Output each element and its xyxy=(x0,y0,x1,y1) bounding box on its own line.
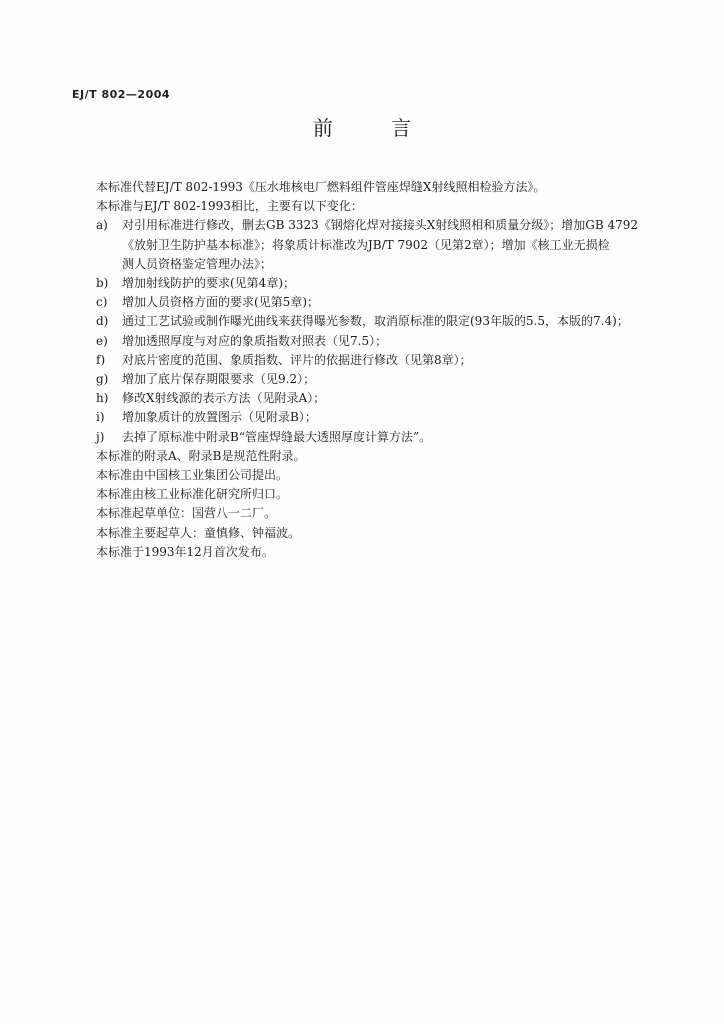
change-item xyxy=(96,293,656,312)
item-line: 对引用标准进行修改，删去GB 3323《钢熔化焊对接接头X射线照相和质量分级》；增加GB 4792 xyxy=(122,218,639,233)
standard-code: EJ/T 802—2004 xyxy=(72,88,171,101)
item-line: 测人员资格鉴定管理办法》； xyxy=(122,256,273,271)
change-item xyxy=(96,408,656,427)
change-item xyxy=(96,351,656,370)
closing-paragraph: 本标准的附录A、附录B是规范性附录。 xyxy=(96,448,306,463)
closing-paragraph: 本标准由中国核工业集团公司提出。 xyxy=(96,468,289,483)
intro-paragraph: 本标准代替EJ/T 802-1993《压水堆核电厂燃料组件管座焊缝X射线照相检验方法》。 xyxy=(96,180,546,194)
change-item xyxy=(96,389,656,408)
change-item xyxy=(96,216,656,274)
foreword-body xyxy=(96,178,656,562)
item-marker: b) xyxy=(96,276,109,291)
item-marker: c) xyxy=(96,295,108,310)
item-marker: g) xyxy=(96,372,109,387)
item-marker: f) xyxy=(96,352,106,367)
item-text: 增加了底片保存期限要求（见9.2）； xyxy=(122,372,316,387)
item-text: 增加人员资格方面的要求(见第5章)； xyxy=(122,295,319,310)
item-marker: h) xyxy=(96,391,109,406)
change-item xyxy=(96,312,656,331)
closing-paragraph: 本标准主要起草人：童慎修、钟福波。 xyxy=(96,525,301,540)
closing-paragraph: 本标准起草单位：国营八一二厂。 xyxy=(96,506,277,521)
closing-paragraph: 本标准于1993年12月首次发布。 xyxy=(96,544,274,559)
closing-paragraph: 本标准由核工业标准化研究所归口。 xyxy=(96,487,289,502)
item-text xyxy=(122,216,656,274)
item-marker: d) xyxy=(96,314,109,329)
item-marker: a) xyxy=(96,218,108,233)
item-text: 增加射线防护的要求(见第4章)； xyxy=(122,276,295,291)
item-text: 增加象质计的放置图示（见附录B）； xyxy=(122,410,317,425)
intro-paragraph: 本标准与EJ/T 802-1993相比，主要有以下变化： xyxy=(96,199,363,214)
page-title: 前 言 xyxy=(312,116,438,140)
item-text: 增加透照厚度与对应的象质指数对照表（见7.5）； xyxy=(122,333,388,348)
item-text: 去掉了原标准中附录B“管座焊缝最大透照厚度计算方法”。 xyxy=(122,429,432,444)
item-text: 修改X射线源的表示方法（见附录A）； xyxy=(122,391,326,406)
change-item xyxy=(96,370,656,389)
item-marker: e) xyxy=(96,333,108,348)
item-line: 《放射卫生防护基本标准》；将象质计标准改为JB/T 7902（见第2章）；增加《核工业无损检 xyxy=(122,237,610,252)
item-marker: i) xyxy=(96,410,105,425)
change-item xyxy=(96,274,656,293)
item-text: 通过工艺试验或制作曝光曲线来获得曝光参数，取消原标准的限定(93年版的5.5，本版的7.4)； xyxy=(122,314,629,329)
change-item xyxy=(96,332,656,351)
change-item xyxy=(96,428,656,447)
item-marker: j) xyxy=(96,429,105,444)
item-text: 对底片密度的范围、象质指数、评片的依据进行修改（见第8章）； xyxy=(122,352,472,367)
